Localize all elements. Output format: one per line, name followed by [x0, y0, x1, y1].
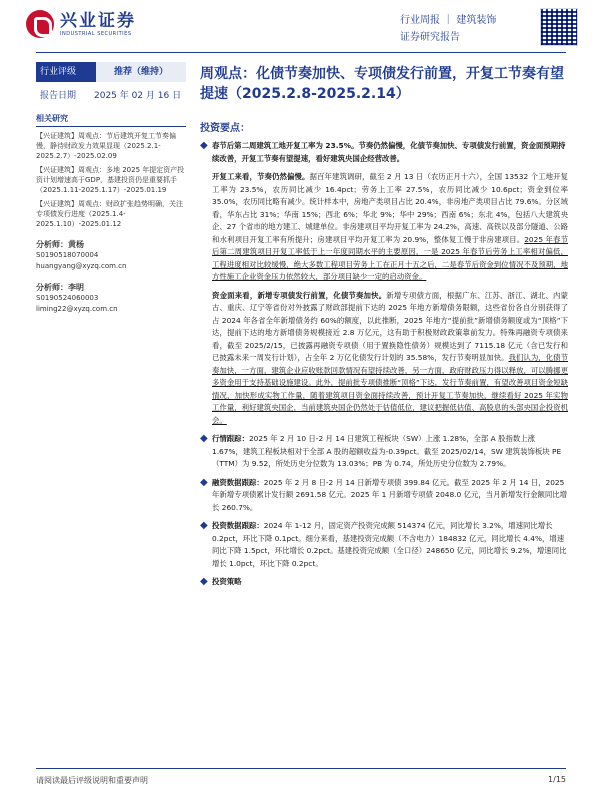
disclaimer-link[interactable]: 请阅读最后评级说明和重要声明 [36, 776, 148, 785]
sidebar [36, 62, 186, 315]
bullet-icon: ◆ [200, 576, 208, 587]
analyst-name: 分析师：黄杨 [36, 240, 84, 249]
paragraph-text: 据百年建筑调研，截至 2 月 13 日（农历正月十六），全国 13532 个工地开复工率为 23.5%，农历同比减少 16.4pct；劳务上工率 27.5%，农历同比减少 10.6pct；资金到位率 35.0%，农历同比略有减少。统计样本中，房地产类项目占比 20.4%，非房地产类项目占比 79.6%。分区域看，华东占比 31%；华南 15%；西北 6%；华北 9%；华中 29%；西南 6%；东北 4%，包括八大建筑央企、27 个省市的地方建工、城建单位。非房建项目平均开复工率为 24.2%，高速、高铁以及部分隧道、公路和水利项目开复工率有所提升；房建项目平均开复工率为 20.9%，整体复工慢于非房建项目。 [212, 172, 568, 244]
analyst-block [36, 282, 186, 315]
bullet-text: 2025 年 2 月 8 日-2 月 14 日新增专项债 399.84 亿元。截至 2025 年 2 月 14 日，2025 年新增专项债累计发行额 2691.58 亿元。2025 年 1 月新增专项债 2048.0 亿元，当月新增发行金额同比增长 260.7%。 [212, 477, 568, 512]
report-date [36, 88, 186, 101]
analyst-id: S0190518070004 [36, 251, 99, 259]
paragraph-lead: 开复工来看，节奏仍然偏慢。 [212, 172, 310, 181]
logo-cn: 兴业证券 [60, 11, 136, 31]
logo-mark-icon [26, 10, 54, 38]
page-number: 1/15 [548, 775, 566, 784]
page-footer [36, 768, 566, 786]
bullet-icon: ◆ [200, 433, 208, 444]
page-title: 周观点：化债节奏加快、专项债发行前置，开复工节奏有望提速（2025.2.8-2025.2.14） [200, 66, 564, 102]
rating-label: 行业评级 [36, 62, 96, 82]
bullet-text: 2025 年 2 月 10 日-2 月 14 日建筑工程板块（SW）上涨 1.28%，全部 A 股指数上涨 1.67%，建筑工程板块相对于全部 A 股的超额收益为-0.39pct。截至 2025/02/14，SW 建筑装饰板块 PE（TTM）为 9.52，所处历史分位数为 13.03%；PB 为 0.74，所处历史分位数为 2.79%。 [212, 434, 562, 468]
paragraph-text: 新增专项债方面，根据广东、江苏、浙江、湖北、内蒙古、重庆、辽宁等省份对外披露了财政部提前下达的 2025 年地方新增债务限额，这些省份各自分别获得了占 2024 年各省全年新增债务约 60%的额度，以此推断，2025 年地方“提前批”新增债务额度或为“顶格”下达，提前下达的地方新增债务规模接近 2.8 万亿元，这有助于积极财政政策靠前发力。特殊再融资专项债来看，截至 2025/2/15，已披露再融资专项债（用于置换隐性债务）规模达到了 7115.18 亿元（含已发行和已披露未来一周发行计划），占全年 2 万亿化债发行计划的 35.58%，发行节奏明显加快。 [212, 290, 568, 362]
tracking-list [200, 433, 568, 589]
analyst-id: S0190524060003 [36, 294, 99, 302]
analyst-block [36, 239, 186, 272]
bullet-icon: ◆ [200, 140, 208, 151]
logo-en: INDUSTRIAL SECURITIES [60, 31, 132, 37]
rating-value: 推荐（维持） [96, 62, 186, 82]
bullet-lead: 投资策略 [212, 577, 242, 586]
list-item [200, 477, 568, 515]
header-divider [36, 52, 566, 53]
qr-code-icon [540, 8, 578, 46]
bullet-text: 春节后第二周建筑工地开复工率为 23.5%。节奏仍然偏慢，化债节奏加快、专项债发行前置，资金面预期持续改善，开复工节奏有望提速，看好建筑央国企经营改善。 [212, 141, 566, 163]
bullet-icon: ◆ [200, 520, 208, 531]
date-label: 报告日期 [40, 91, 77, 101]
key-points-list [200, 140, 568, 165]
rating-box [36, 62, 186, 82]
bullet-lead: 融资数据跟踪： [212, 477, 264, 487]
related-research-heading: 相关研究 [36, 113, 186, 127]
bullet-text: 2024 年 1-12 月，固定资产投资完成额 514374 亿元，同比增长 3.2%，增速同比增长 0.2pct，环比下降 0.1pct。细分来看，基建投资完成额（不含电力）184832 亿元，同比增长 4.4%，增速同比下降 1.5pct，环比增长 0.2pct。基建投资完成额（全口径）248650 亿元，同比增长 9.2%，增速同比增长 1.0pct，环比下降 0.2pct。 [212, 521, 567, 568]
paragraph [200, 290, 568, 428]
analyst-email[interactable]: huangyang@xyzq.com.cn [36, 262, 127, 270]
key-points-heading: 投资要点： [200, 123, 250, 134]
list-item [200, 140, 568, 165]
report-category: 行业周报 ｜ 建筑装饰 [400, 15, 497, 26]
paragraph-underline: 我们认为，化债节奏加快，一方面，建筑企业应收账款回款情况有望持续改善，另一方面，政府财政压力得以释放，可以腾挪更多资金用于支持基础设施建设。此外，提前批专项债推断“顶格”下达，发行节奏前置，有望改善项目资金短缺情况，加快形成实物工作量，随着建筑项目资金面持续改善，预计开复工节奏加快，继续看好 2025 年实物工作量，利好建筑央国企，当前建筑央国企仍然处于估值低位，建议把握低估值、高股息的头部央国企投资机会。 [212, 353, 568, 425]
report-type [400, 12, 530, 46]
related-item[interactable]: 【兴证建筑】周观点：节后建筑开复工节奏偏慢，静待财政发力效果显现（2025.2.1-2025.2.7）-2025.02.09 [36, 132, 176, 160]
bullet-lead: 行情跟踪： [212, 434, 249, 443]
paragraph-lead: 资金面来看，新增专项债发行前置，化债节奏加快。 [212, 290, 387, 300]
main-content [200, 64, 568, 595]
paragraph [200, 171, 568, 284]
bullet-icon: ◆ [200, 476, 208, 488]
list-item [200, 433, 568, 471]
paragraph-underline: 2025 年春节后第二周建筑项目开复工率低于上一年度同期水平的主要原因，一是 2025 年春节后劳务上工率相对偏低，工程进度相对比较缓慢，绝大多数工程项目劳务上工在正月十五之后，二是春节后资金到位情况不及预期，地方性施工企业资金压力依然较大，部分项目缺少一定的启动资金。 [212, 234, 568, 281]
list-item [200, 520, 568, 570]
related-item[interactable]: 【兴证建筑】周观点：多地 2025 年提定资产投资计划增速高于GDP，基建投资仍是重要抓手（2025.1.11-2025.1.17）-2025.01.19 [36, 166, 185, 194]
list-item [200, 576, 568, 589]
report-kind: 证券研究报告 [400, 32, 460, 43]
related-item[interactable]: 【兴证建筑】周观点：财政扩张趋势明确，关注专项债发行进度（2025.1.4-2025.1.10）-2025.01.12 [36, 200, 183, 228]
date-value: 2025 年 02 月 16 日 [94, 91, 182, 101]
bullet-lead: 投资数据跟踪： [212, 521, 264, 530]
brand-logo [26, 10, 136, 38]
analyst-name: 分析师：李明 [36, 283, 84, 292]
analyst-email[interactable]: liming22@xyzq.com.cn [36, 305, 118, 313]
